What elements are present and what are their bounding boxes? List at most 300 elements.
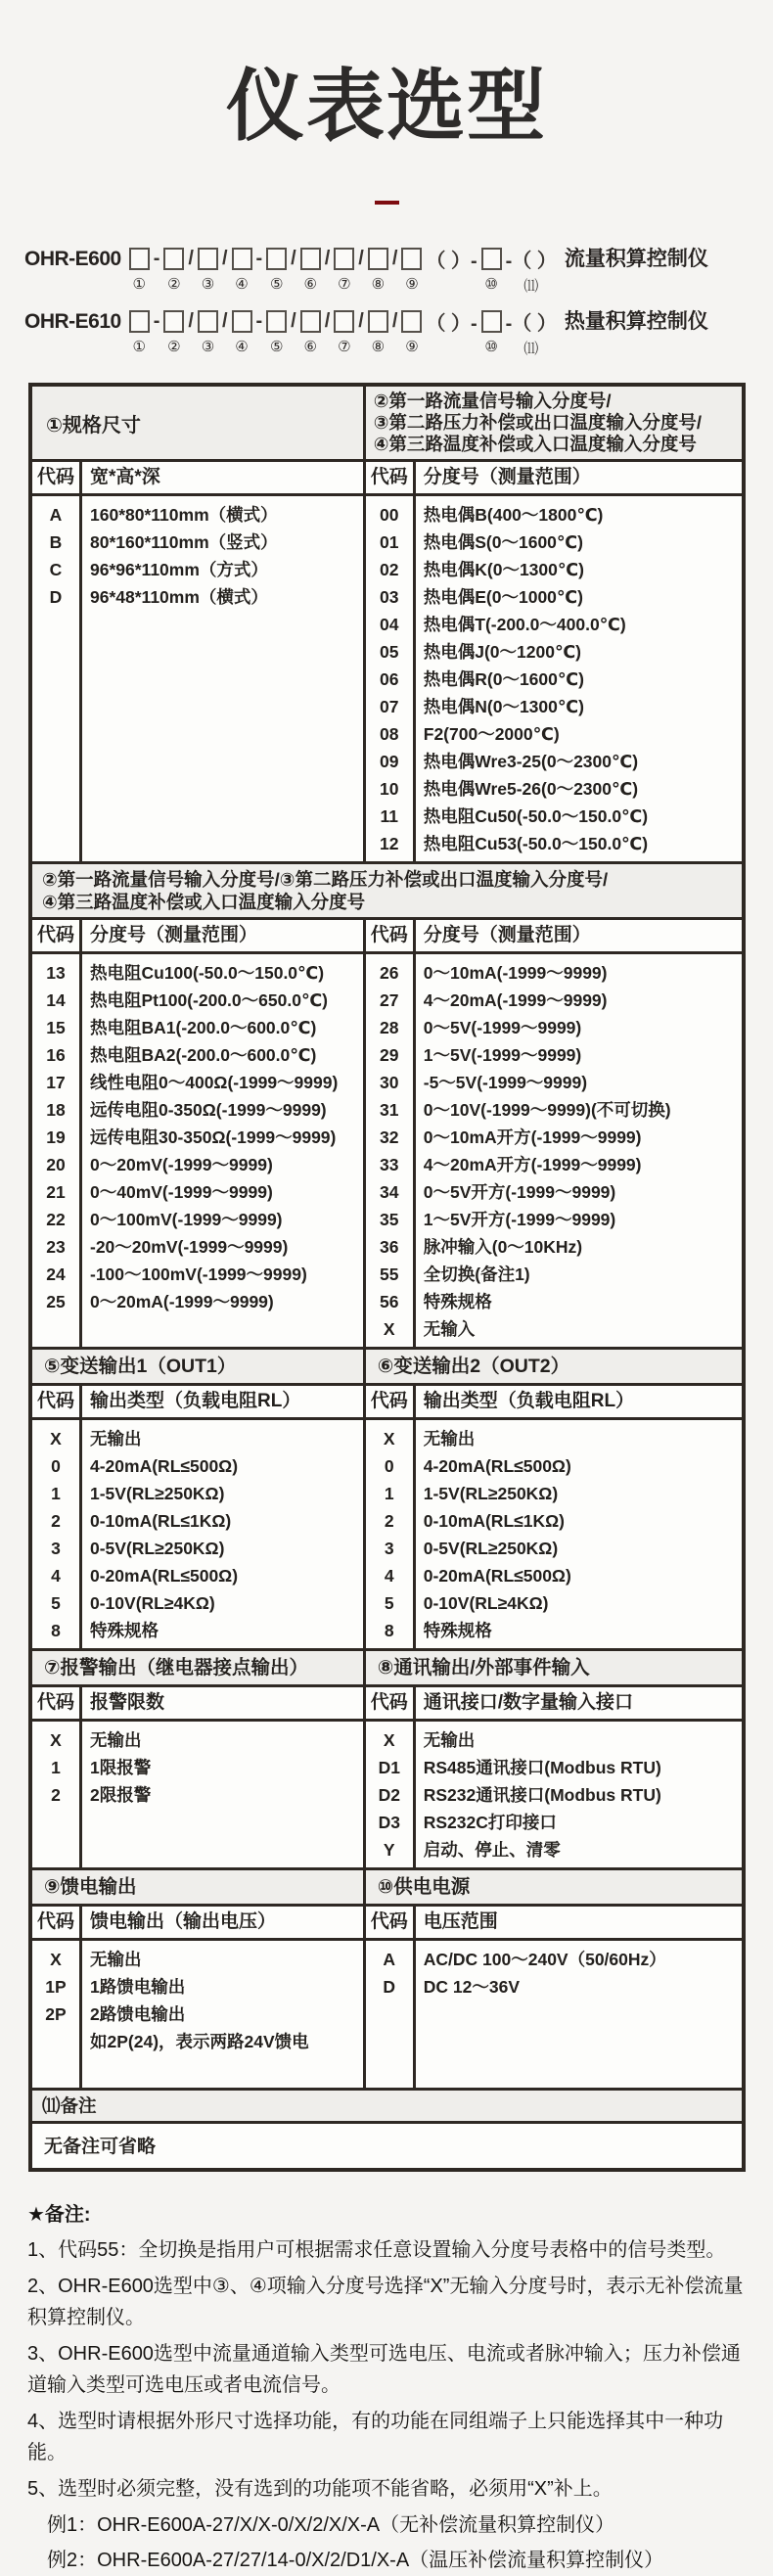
model-token bbox=[424, 308, 478, 359]
code-cell: 14 bbox=[46, 990, 66, 1010]
section-header-inputs bbox=[366, 387, 742, 459]
model-position-number: ⑤ bbox=[269, 339, 284, 355]
section-header-comm: ⑧通讯输出/外部事件输入 bbox=[377, 1657, 590, 1679]
section-header-feed: ⑨馈电输出 bbox=[32, 1870, 366, 1904]
header-line: ④第三路温度补偿或入口温度输入分度号 bbox=[42, 892, 366, 912]
desc-cell: 无输出 bbox=[90, 1429, 142, 1449]
model-code-box: （ ）- bbox=[426, 313, 477, 335]
table-row bbox=[366, 1452, 742, 1480]
model-code-box bbox=[300, 248, 321, 270]
code-cell: A bbox=[49, 505, 63, 525]
model-token bbox=[300, 308, 321, 357]
model-code-box bbox=[129, 248, 150, 270]
code-cell: B bbox=[49, 532, 63, 552]
model-token bbox=[401, 246, 422, 295]
power-column bbox=[366, 1907, 742, 2088]
desc-cell: 无输出 bbox=[90, 1950, 142, 1969]
footnote-item: 4、选型时请根据外形尺寸选择功能，有的功能在同组端子上只能选择其中一种功能。 bbox=[27, 2411, 724, 2463]
desc-cell: 4～20mA开方(-1999～9999) bbox=[423, 1155, 642, 1174]
desc-cell: 0～5V开方(-1999～9999) bbox=[423, 1182, 616, 1202]
code-cell: 19 bbox=[46, 1127, 66, 1147]
desc-cell: F2(700～2000℃) bbox=[423, 724, 560, 744]
model-position-number: ⑩ bbox=[484, 339, 498, 355]
table-row bbox=[366, 1206, 742, 1233]
desc-cell: 热电偶T(-200.0～400.0℃) bbox=[423, 615, 626, 634]
model-position-number: ③ bbox=[201, 276, 215, 293]
model-code-box bbox=[481, 310, 502, 333]
desc-cell: 96*48*110mm（横式） bbox=[90, 587, 268, 607]
model-code-box: -（ ） bbox=[505, 251, 557, 272]
desc-cell: 160*80*110mm（横式） bbox=[90, 505, 278, 525]
desc-cell: 热电阻Cu50(-50.0～150.0℃) bbox=[423, 806, 649, 826]
table-row bbox=[366, 666, 742, 693]
model-code-box: / bbox=[358, 310, 364, 332]
code-cell: 5 bbox=[51, 1593, 61, 1613]
model-tokens bbox=[128, 246, 560, 297]
code-cell: 12 bbox=[380, 834, 399, 853]
desc-cell: 0-10mA(RL≤1KΩ) bbox=[90, 1511, 232, 1531]
table-row bbox=[366, 1069, 742, 1096]
table-row bbox=[366, 830, 742, 857]
code-cell: 5 bbox=[384, 1593, 394, 1613]
table-row bbox=[366, 1151, 742, 1178]
table-row bbox=[366, 1425, 742, 1452]
desc-cell: 0-5V(RL≥250KΩ) bbox=[90, 1539, 225, 1558]
section-header bbox=[32, 1350, 742, 1386]
model-code-box bbox=[198, 248, 218, 270]
model-tokens bbox=[128, 308, 560, 359]
code-header: 代码 bbox=[36, 1911, 74, 1932]
code-cell: 16 bbox=[46, 1045, 66, 1065]
model-token bbox=[356, 308, 366, 359]
table-row bbox=[366, 1480, 742, 1507]
section-header-size: ①规格尺寸 bbox=[32, 387, 366, 459]
model-token bbox=[163, 246, 184, 295]
column-divider bbox=[413, 462, 416, 861]
model-token bbox=[198, 246, 218, 295]
section-header bbox=[32, 387, 742, 462]
table-row bbox=[366, 501, 742, 529]
desc-cell: 特殊规格 bbox=[423, 1292, 492, 1311]
model-type-label: 流量积算控制仪 bbox=[564, 248, 708, 270]
desc-cell: 0～10mA(-1999～9999) bbox=[423, 963, 608, 983]
model-token bbox=[323, 246, 333, 297]
column-divider bbox=[79, 1687, 82, 1867]
row-list bbox=[366, 1420, 742, 1648]
code-cell: 28 bbox=[380, 1018, 399, 1037]
table-row bbox=[366, 556, 742, 583]
model-code-box: - bbox=[153, 248, 160, 269]
title-underline bbox=[375, 201, 399, 205]
desc-cell: 热电阻Cu100(-50.0～150.0℃) bbox=[90, 963, 325, 983]
desc-cell: 0-10V(RL≥4KΩ) bbox=[90, 1593, 215, 1613]
out2-column bbox=[366, 1386, 742, 1648]
model-code-box bbox=[198, 310, 218, 333]
code-cell: 1 bbox=[384, 1484, 394, 1503]
code-cell: 17 bbox=[46, 1073, 66, 1092]
model-position-number: ⑥ bbox=[303, 276, 317, 293]
code-cell: 22 bbox=[46, 1210, 66, 1229]
column-subheader bbox=[366, 1386, 742, 1420]
example-list bbox=[27, 2509, 746, 2576]
desc-cell: 热电阻BA2(-200.0～600.0℃) bbox=[90, 1045, 317, 1065]
code-cell: 24 bbox=[46, 1265, 66, 1284]
code-cell: 18 bbox=[46, 1100, 66, 1120]
code-cell: 8 bbox=[384, 1621, 394, 1640]
desc-cell: 无输出 bbox=[423, 1730, 476, 1750]
row-list bbox=[366, 954, 742, 1347]
code-cell: X bbox=[50, 1950, 62, 1969]
desc-cell: 1-5V(RL≥250KΩ) bbox=[90, 1484, 225, 1503]
code-cell: 30 bbox=[380, 1073, 399, 1092]
table-row bbox=[366, 529, 742, 556]
code-cell: 21 bbox=[46, 1182, 66, 1202]
desc-cell: 1限报警 bbox=[90, 1758, 152, 1777]
model-code-box bbox=[232, 248, 252, 270]
desc-cell: 热电偶Wre5-26(0～2300℃) bbox=[423, 779, 639, 799]
code-cell: 36 bbox=[380, 1237, 399, 1257]
table-row bbox=[366, 1178, 742, 1206]
column-divider bbox=[413, 1386, 416, 1648]
footnotes bbox=[27, 2199, 746, 2576]
desc-cell: 4～20mA(-1999～9999) bbox=[423, 990, 608, 1010]
column-divider bbox=[79, 920, 82, 1347]
model-code-box bbox=[300, 310, 321, 333]
model-position-number: ⑨ bbox=[405, 276, 419, 293]
section-body bbox=[32, 1687, 742, 1867]
table-row bbox=[366, 1754, 742, 1781]
code-cell: 1P bbox=[45, 1977, 67, 1997]
code-cell: 4 bbox=[384, 1566, 394, 1586]
footnote-item: 2、OHR-E600选型中③、④项输入分度号选择“X”无输入分度号时，表示无补偿流量积算控制仪。 bbox=[27, 2276, 744, 2328]
code-cell: 07 bbox=[380, 697, 399, 716]
code-cell: Y bbox=[383, 1840, 395, 1860]
scales-left-column bbox=[32, 920, 366, 1347]
desc-header: 通讯接口/数字量输入接口 bbox=[423, 1692, 634, 1713]
code-cell: 06 bbox=[380, 669, 399, 689]
section-transmit-outputs bbox=[32, 1350, 742, 1651]
code-cell: X bbox=[50, 1429, 62, 1449]
code-header: 代码 bbox=[36, 925, 74, 945]
table-row bbox=[366, 748, 742, 775]
table-row bbox=[366, 720, 742, 748]
column-divider bbox=[413, 1687, 416, 1867]
desc-cell: 特殊规格 bbox=[90, 1621, 159, 1640]
desc-cell: 1-5V(RL≥250KΩ) bbox=[423, 1484, 559, 1503]
code-cell: 1 bbox=[51, 1758, 61, 1777]
section-header-power: ⑩供电电源 bbox=[377, 1876, 471, 1898]
footnote-item: 3、OHR-E600选型中流量通道输入类型可选电压、电流或者脉冲输入；压力补偿通道输入类型可选电压或者电流信号。 bbox=[27, 2343, 741, 2396]
section-feed-power bbox=[32, 1870, 742, 2091]
header-line: ③第二路压力补偿或出口温度输入分度号/ bbox=[373, 412, 703, 433]
table-row bbox=[366, 1589, 742, 1617]
code-cell: A bbox=[383, 1950, 396, 1969]
example-item: 例2：OHR-E600A-27/27/14-0/X/2/D1/X-A（温压补偿流量积算控制仪） bbox=[47, 2550, 664, 2571]
code-cell: 27 bbox=[380, 990, 399, 1010]
table-row bbox=[366, 1233, 742, 1261]
model-code-box: / bbox=[221, 310, 228, 332]
model-code-box: - bbox=[255, 310, 263, 332]
code-header: 代码 bbox=[370, 467, 408, 487]
desc-cell: 0-20mA(RL≤500Ω) bbox=[90, 1566, 239, 1586]
section-header-remark bbox=[32, 2091, 742, 2124]
table-row bbox=[366, 1836, 742, 1863]
model-code-box: -（ ） bbox=[505, 313, 557, 335]
desc-cell: 4-20mA(RL≤500Ω) bbox=[423, 1456, 571, 1476]
section-body bbox=[32, 1907, 742, 2088]
desc-cell: 启动、停止、清零 bbox=[423, 1840, 561, 1860]
code-header: 代码 bbox=[370, 1911, 408, 1932]
section-remark bbox=[32, 2091, 742, 2168]
table-row bbox=[366, 583, 742, 611]
code-cell: 01 bbox=[380, 532, 399, 552]
model-token bbox=[368, 246, 388, 295]
model-token bbox=[198, 308, 218, 357]
model-code-box: - bbox=[153, 310, 160, 332]
column-subheader bbox=[366, 1907, 742, 1941]
table-row bbox=[366, 1507, 742, 1535]
model-position-number: ⑾ bbox=[523, 278, 539, 295]
table-row bbox=[366, 1973, 742, 2001]
model-token bbox=[129, 246, 150, 295]
model-token bbox=[424, 246, 478, 297]
table-row bbox=[366, 638, 742, 666]
code-cell: D bbox=[49, 587, 63, 607]
model-token bbox=[368, 308, 388, 357]
model-code-box: - bbox=[255, 248, 263, 269]
table-row bbox=[366, 611, 742, 638]
code-cell bbox=[32, 2028, 79, 2055]
model-position-number: ⑤ bbox=[269, 276, 284, 293]
model-code-box bbox=[368, 248, 388, 270]
comm-column bbox=[366, 1687, 742, 1867]
desc-cell: -100～100mV(-1999～9999) bbox=[90, 1265, 307, 1284]
code-cell: 0 bbox=[51, 1456, 61, 1476]
code-cell: 2 bbox=[51, 1785, 61, 1805]
model-token bbox=[481, 246, 502, 295]
alarm-column bbox=[32, 1687, 366, 1867]
model-token bbox=[481, 308, 502, 357]
model-token bbox=[289, 246, 298, 297]
desc-cell: 0-10V(RL≥4KΩ) bbox=[423, 1593, 549, 1613]
desc-cell: 脉冲输入(0～10KHz) bbox=[423, 1237, 583, 1257]
model-line-e610 bbox=[24, 308, 773, 359]
example-item: 例1：OHR-E600A-27/X/X-0/X/2/X/X-A（无补偿流量积算控制仪） bbox=[47, 2514, 615, 2536]
row-list bbox=[366, 1722, 742, 1867]
model-token bbox=[334, 246, 354, 295]
section-body bbox=[32, 920, 742, 1347]
model-position-number: ④ bbox=[235, 276, 249, 293]
code-header: 代码 bbox=[36, 1692, 74, 1713]
model-code-box bbox=[401, 248, 422, 270]
model-token bbox=[266, 308, 287, 357]
desc-cell: 全切换(备注1) bbox=[423, 1265, 530, 1284]
model-token bbox=[300, 246, 321, 295]
table-row bbox=[366, 1781, 742, 1809]
table-row bbox=[366, 1261, 742, 1288]
code-cell: 26 bbox=[380, 963, 399, 983]
desc-cell: 1～5V(-1999～9999) bbox=[423, 1045, 582, 1065]
section-input-scales bbox=[32, 864, 742, 1350]
column-divider bbox=[79, 1386, 82, 1648]
column-divider bbox=[79, 1907, 82, 2088]
desc-header: 分度号（测量范围） bbox=[90, 925, 258, 945]
code-cell: X bbox=[383, 1319, 395, 1339]
code-cell: 56 bbox=[380, 1292, 399, 1311]
model-code-box: / bbox=[391, 248, 398, 269]
row-list bbox=[366, 1941, 742, 2088]
desc-cell: 1～5V开方(-1999～9999) bbox=[423, 1210, 616, 1229]
model-position-number: ⑩ bbox=[484, 276, 498, 293]
model-token bbox=[390, 246, 400, 297]
model-token bbox=[232, 246, 252, 295]
code-header: 代码 bbox=[36, 467, 74, 487]
table-row bbox=[366, 1946, 742, 1973]
desc-header: 馈电输出（输出电压） bbox=[90, 1911, 277, 1932]
desc-header: 报警限数 bbox=[90, 1692, 165, 1713]
table-row bbox=[366, 1096, 742, 1124]
model-position-number: ③ bbox=[201, 339, 215, 355]
code-cell: 35 bbox=[380, 1210, 399, 1229]
desc-cell: 0～10mA开方(-1999～9999) bbox=[423, 1127, 642, 1147]
code-header: 代码 bbox=[370, 1391, 408, 1411]
model-code-box bbox=[368, 310, 388, 333]
model-code-box bbox=[334, 248, 354, 270]
desc-cell: 0-5V(RL≥250KΩ) bbox=[423, 1539, 559, 1558]
model-token bbox=[152, 308, 162, 359]
model-type-label: 热量积算控制仪 bbox=[564, 310, 708, 333]
code-cell: 34 bbox=[380, 1182, 399, 1202]
code-cell: 23 bbox=[46, 1237, 66, 1257]
model-code-box: （ ）- bbox=[426, 251, 477, 272]
model-position-number: ⑦ bbox=[338, 276, 351, 293]
model-token bbox=[220, 308, 230, 359]
row-list bbox=[366, 496, 742, 861]
code-cell: 25 bbox=[46, 1292, 66, 1311]
model-code-box: / bbox=[188, 248, 194, 269]
model-code-box: / bbox=[221, 248, 228, 269]
model-code-box: / bbox=[391, 310, 398, 332]
code-header: 代码 bbox=[370, 925, 408, 945]
code-cell: 1 bbox=[51, 1484, 61, 1503]
table-row bbox=[366, 1617, 742, 1644]
desc-cell: 2路馈电输出 bbox=[90, 2004, 186, 2024]
desc-cell: RS232通讯接口(Modbus RTU) bbox=[423, 1785, 661, 1805]
column-divider bbox=[413, 920, 416, 1347]
model-code-box bbox=[266, 310, 287, 333]
code-cell: 8 bbox=[51, 1621, 61, 1640]
code-cell: X bbox=[383, 1429, 395, 1449]
code-cell: D1 bbox=[378, 1758, 400, 1777]
code-cell: 2 bbox=[384, 1511, 394, 1531]
input-column bbox=[366, 462, 742, 861]
table-row bbox=[366, 1726, 742, 1754]
footnote-item: 1、代码55：全切换是指用户可根据需求任意设置输入分度号表格中的信号类型。 bbox=[27, 2239, 726, 2261]
code-cell: 55 bbox=[380, 1265, 399, 1284]
model-position-number: ⑥ bbox=[303, 339, 317, 355]
desc-cell: 80*160*110mm（竖式） bbox=[90, 532, 278, 552]
column-subheader bbox=[366, 462, 742, 496]
desc-cell: 2限报警 bbox=[90, 1785, 152, 1805]
section-body bbox=[32, 462, 742, 861]
desc-cell: 特殊规格 bbox=[423, 1621, 492, 1640]
model-token bbox=[356, 246, 366, 297]
desc-cell: 0-10mA(RL≤1KΩ) bbox=[423, 1511, 565, 1531]
desc-cell: 0～5V(-1999～9999) bbox=[423, 1018, 582, 1037]
desc-cell: 热电偶S(0～1600℃) bbox=[423, 532, 583, 552]
desc-cell: 1路馈电输出 bbox=[90, 1977, 186, 1997]
header-line: ②第一路流量信号输入分度号/③第二路压力补偿或出口温度输入分度号/ bbox=[42, 869, 609, 890]
desc-cell: 0～20mA(-1999～9999) bbox=[90, 1292, 274, 1311]
code-cell: 2 bbox=[51, 1511, 61, 1531]
model-name: OHR-E610 bbox=[24, 310, 121, 333]
model-code-box bbox=[163, 310, 184, 333]
model-position-number: ④ bbox=[235, 339, 249, 355]
table-row bbox=[366, 1562, 742, 1589]
code-cell: 32 bbox=[380, 1127, 399, 1147]
model-token bbox=[152, 246, 162, 297]
code-cell: 2P bbox=[45, 2004, 67, 2024]
code-cell: 20 bbox=[46, 1155, 66, 1174]
table-row bbox=[366, 775, 742, 803]
model-position-number: ⑧ bbox=[371, 339, 386, 355]
table-row bbox=[366, 1124, 742, 1151]
model-code-box bbox=[129, 310, 150, 333]
code-cell: 13 bbox=[46, 963, 66, 983]
model-position-number: ① bbox=[132, 276, 146, 293]
model-token bbox=[504, 308, 559, 359]
desc-cell: RS232C打印接口 bbox=[423, 1813, 557, 1832]
model-token bbox=[220, 246, 230, 297]
desc-cell: 远传电阻30-350Ω(-1999～9999) bbox=[90, 1127, 337, 1147]
code-cell: C bbox=[49, 560, 63, 579]
section-header-out2: ⑥变送输出2（OUT2） bbox=[377, 1356, 570, 1377]
model-code-box bbox=[334, 310, 354, 333]
desc-cell: -20～20mV(-1999～9999) bbox=[90, 1237, 289, 1257]
model-line-e600 bbox=[24, 246, 773, 297]
desc-cell: 热电阻BA1(-200.0～600.0℃) bbox=[90, 1018, 317, 1037]
model-token bbox=[504, 246, 559, 297]
code-cell: D bbox=[383, 1977, 396, 1997]
code-cell: 29 bbox=[380, 1045, 399, 1065]
section-header bbox=[32, 1651, 742, 1687]
desc-cell: 热电偶R(0～1600℃) bbox=[423, 669, 584, 689]
table-row bbox=[366, 1041, 742, 1069]
model-code-box: / bbox=[324, 310, 331, 332]
section-header-out1: ⑤变送输出1（OUT1） bbox=[32, 1350, 366, 1383]
desc-cell: 无输出 bbox=[423, 1429, 476, 1449]
header-line: ②第一路流量信号输入分度号/ bbox=[373, 391, 612, 411]
section-body bbox=[32, 1386, 742, 1648]
code-header: 代码 bbox=[36, 1391, 74, 1411]
code-cell: 02 bbox=[380, 560, 399, 579]
out1-column bbox=[32, 1386, 366, 1648]
header-line: ④第三路温度补偿或入口温度输入分度号 bbox=[373, 434, 697, 454]
column-subheader bbox=[366, 920, 742, 954]
desc-cell: 0～20mV(-1999～9999) bbox=[90, 1155, 273, 1174]
code-cell: 31 bbox=[380, 1100, 399, 1120]
model-token bbox=[390, 308, 400, 359]
desc-header: 电压范围 bbox=[423, 1911, 498, 1932]
model-token bbox=[129, 308, 150, 357]
code-cell: X bbox=[383, 1730, 395, 1750]
desc-cell: 线性电阻0～400Ω(-1999～9999) bbox=[90, 1073, 339, 1092]
model-code-box: / bbox=[188, 310, 194, 332]
desc-header: 宽*高*深 bbox=[90, 467, 160, 487]
section-header bbox=[32, 1870, 742, 1907]
remark-body: 无备注可省略 bbox=[44, 2137, 157, 2157]
scales-right-column bbox=[366, 920, 742, 1347]
